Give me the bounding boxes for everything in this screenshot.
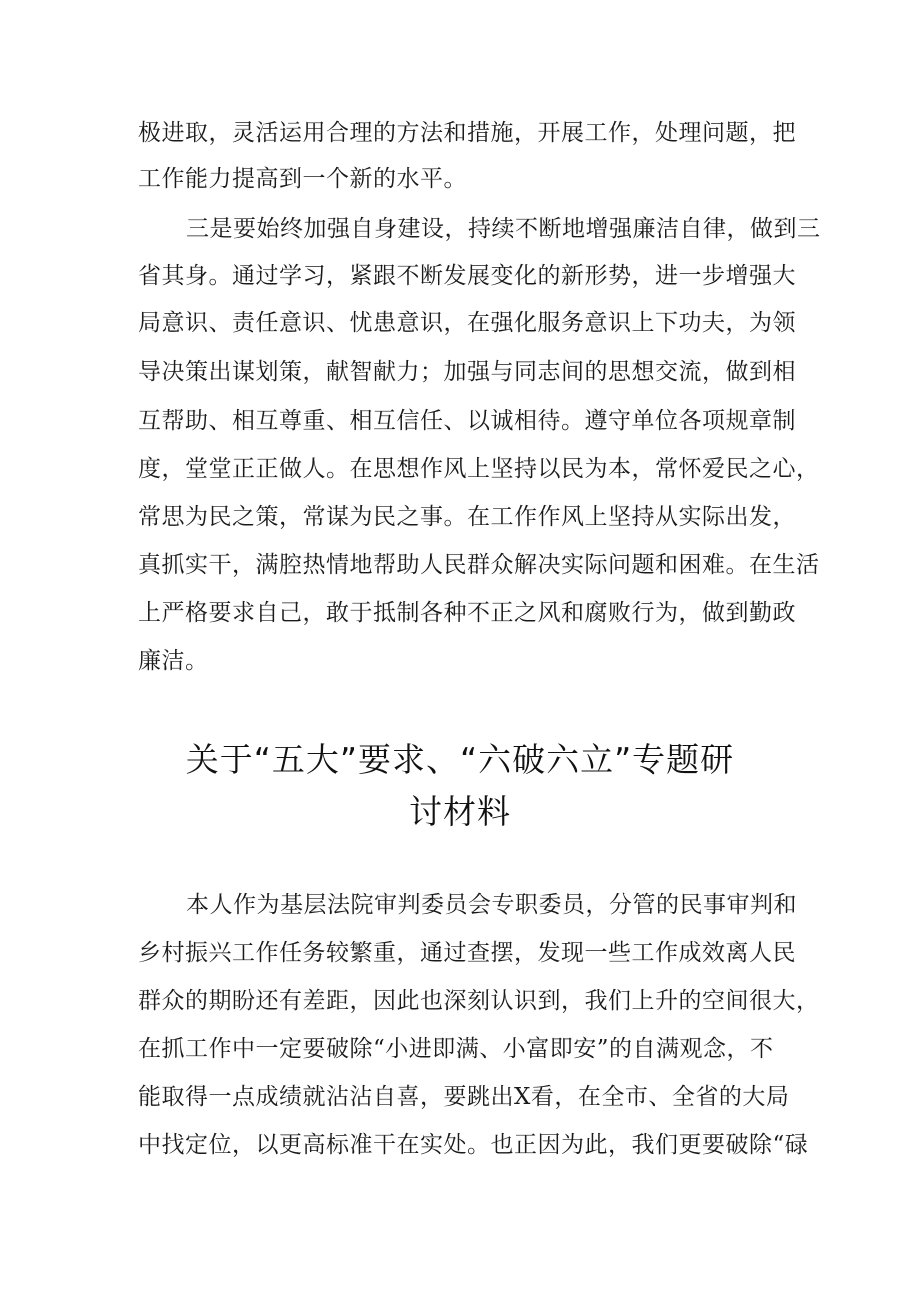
paragraph-line: 能取得一点成绩就沾沾自喜，要跳出X看，在全市、全省的大局 <box>138 1084 790 1110</box>
paragraph-line: 真抓实干，满腔热情地帮助人民群众解决实际问题和困难。在生活 <box>138 552 820 578</box>
paragraph-line: 乡村振兴工作任务较繁重，通过查摆，发现一些工作成效离人民 <box>138 940 796 966</box>
paragraph-line: 上严格要求自己，敢于抵制各种不正之风和腐败行为，做到勤政 <box>138 600 796 626</box>
paragraph-line: 在抓工作中一定要破除“小进即满、小富即安”的自满观念，不 <box>138 1036 774 1062</box>
paragraph-line: 互帮助、相互尊重、相互信任、以诚相待。遵守单位各项规章制 <box>138 408 796 434</box>
paragraph-line: 度，堂堂正正做人。在思想作风上坚持以民为本，常怀爱民之心， <box>138 456 820 482</box>
paragraph-line: 本人作为基层法院审判委员会专职委员，分管的民事审判和 <box>186 892 797 918</box>
paragraph-line: 导决策出谋划策，献智献力；加强与同志间的思想交流，做到相 <box>138 359 796 385</box>
paragraph-line: 局意识、责任意识、忧患意识，在强化服务意识上下功夫，为领 <box>138 310 796 336</box>
paragraph-line: 极进取，灵活运用合理的方法和措施，开展工作，处理问题，把 <box>138 120 796 146</box>
paragraph-line: 廉洁。 <box>138 648 209 674</box>
paragraph-line: 常思为民之策，常谋为民之事。在工作作风上坚持从实际出发， <box>138 504 796 530</box>
paragraph-line: 群众的期盼还有差距，因此也深刻认识到，我们上升的空间很大， <box>138 988 820 1014</box>
paragraph-line: 三是要始终加强自身建设，持续不断地增强廉洁自律，做到三 <box>186 216 821 242</box>
heading-line-2: 讨材料 <box>409 792 511 831</box>
paragraph-line: 省其身。通过学习，紧跟不断发展变化的新形势，进一步增强大 <box>138 263 796 289</box>
paragraph-line: 中找定位，以更高标准干在实处。也正因为此，我们更要破除“碌 <box>138 1132 809 1158</box>
heading-line-1: 关于“五大”要求、“六破六立”专题研 <box>185 740 735 779</box>
paragraph-line: 工作能力提高到一个新的水平。 <box>138 166 467 192</box>
